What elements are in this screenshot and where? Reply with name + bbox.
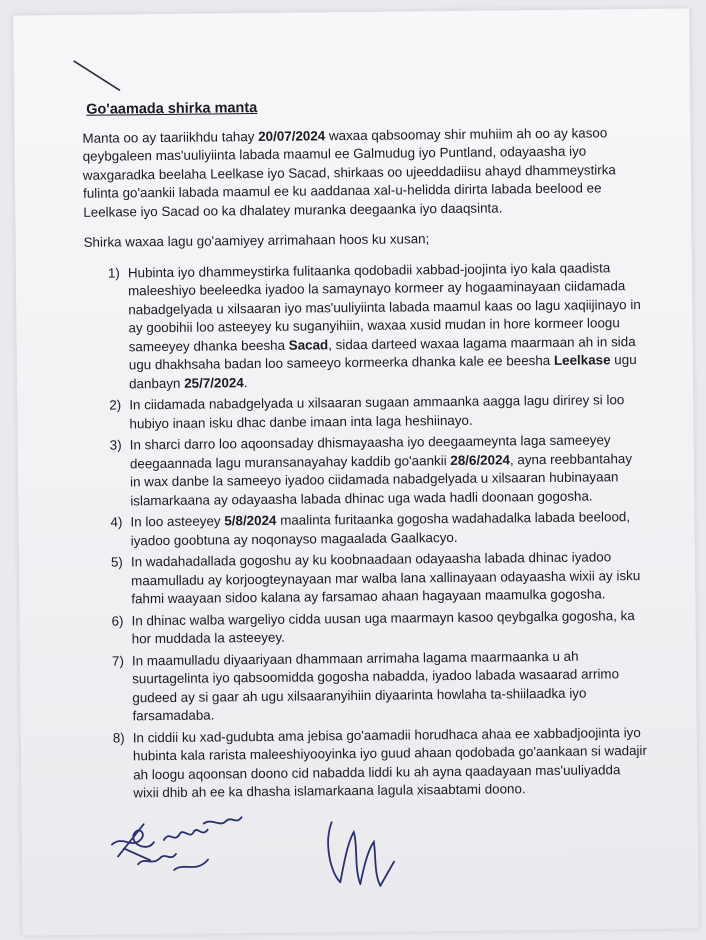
text-run: Manta oo ay taariikhdu tahay <box>82 128 259 146</box>
list-item-number: 6) <box>111 612 124 629</box>
list-item <box>110 508 646 551</box>
bold-text: Sacad <box>288 336 329 353</box>
text-run: Hubinta iyo dhammeystirka fulitaanka qodobadii xabbad-joojinta iyo kala qaadista maleeshiyo beeleedka iyadoo la samaynayo kormeer ay hogaaminayaan ciidamada nabadgelyada u xilsaaran iyo mas'uuliyiinta labada maamul kaas oo lagu xaqiijinayo in ay goobihii loo asteeyey ku suganyihiin, waxaa xusid mudan in hore kormeer loogu sameeyey dhanka beesha <box>127 259 641 354</box>
list-item <box>109 391 645 434</box>
list-item-number: 1) <box>107 264 120 281</box>
text-run: In maamulladu diyaariyaan dhammaan arrimaha lagama maarmaanka u ah suurtagelinta iyo qabsoomidda gogosha nabadda, iyadoo labada wasaarad arrimo gudeed ay si gaar ah ugu xilsaaranyihiin diyaarinta howlaha ta-shiilaadka iyo farsamadaba. <box>131 648 620 724</box>
text-run: maalinta furitaanka gogosha wadahadalka labada beelood, iyadoo goobtuna ay noqonayso magaalada Gaalkacyo. <box>130 509 631 548</box>
list-item <box>112 646 649 726</box>
list-item-number: 5) <box>110 554 123 570</box>
text-run: In ciidamada nabadgelyada u xilsaaran sugaan ammaanka aagga lagu dirirey si loo hubiyo inaan isku dhac danbe imaan inta laga heshiinayo. <box>129 392 625 431</box>
document-title: Go'aamada shirka manta <box>86 100 258 118</box>
signature-right <box>313 802 404 893</box>
bold-text: 28/6/2024 <box>450 451 511 468</box>
list-item <box>110 431 647 511</box>
list-item-number: 3) <box>109 437 122 453</box>
list-item <box>111 606 647 649</box>
list-item-number: 8) <box>112 729 125 746</box>
text-run: . <box>243 374 248 390</box>
text-run: In dhinac walba wargeliyo cidda uusan uga maarmayn kasoo qeybgalka gogosha, ka hor muddada la asteeyey. <box>131 607 635 647</box>
text-run: , ayna reebbantahay in wax danbe la sameeyo iyadoo ciidamada nabadgelyada u xilsaaran hubinayaan islamarkaana ay odayaasha labada dhinac uga wada hadli doonaan gogosha. <box>130 450 633 508</box>
list-item-text <box>131 608 634 647</box>
intro-line: Shirka waxaa lagu go'aamiyey arrimahaan hoos ku xusan; <box>83 231 430 250</box>
list-item-text <box>130 509 630 548</box>
document-body <box>82 89 649 806</box>
bold-text: Leelkase <box>553 352 611 368</box>
list-item <box>113 723 650 803</box>
pen-mark <box>72 56 132 97</box>
signature-left <box>103 803 254 885</box>
text-run: In loo asteeyey <box>130 513 225 530</box>
text-run: , sidaa darteed waxaa lagama maarmaan ah in sida ugu dhakhsaha badan loo sameeyo kormeerka dhanka kale ee beesha <box>128 333 636 373</box>
list-item <box>111 548 648 609</box>
text-run: In sharci darro loo aqoonsaday dhismayaasha iyo deegaameynta laga sameeyey deegaannada lagu muransanayahay kaddib go'aankii <box>129 432 611 471</box>
text-run: waxaa qabsoomay shir muhiim ah oo ay kasoo qeybgaleen mas'uuliyiinta labada maamul ee Galmudug iyo Puntland, odayaasha iyo waxgaradka beelaha Leelkase iyo Sacad, shirkaas oo ujeeddadiisu ahayd dhammeystirka fulinta go'aankii labada maamul ee ku aaddanaa xal-u-helidda dirirta labada beelood ee Leelkase iyo Sacad oo ka dhalatey muranka deegaanka iyo daaqsinta. <box>82 124 616 220</box>
list-item-text <box>131 549 640 606</box>
text-run: ugu danbayn <box>128 352 637 391</box>
list-item-text <box>130 432 632 508</box>
list-item-text <box>129 392 624 431</box>
opening-paragraph <box>82 123 643 221</box>
list-item-number: 4) <box>110 514 123 530</box>
list-item-text <box>132 648 619 723</box>
bold-text: 20/07/2024 <box>258 127 326 144</box>
list-item <box>108 258 645 393</box>
list-item-text <box>133 725 647 801</box>
list-item-text <box>128 260 641 391</box>
decision-list <box>84 258 650 803</box>
text-run: In wadahadallada gogoshu ay ku koobnaadaan odayaasha labada dhinac iyadoo maamulladu ay korjoogteynayaan mar walba lana xallinayaan odayaasha wixii ay isku fahmi waayaan sidoo kalana ay farsamao ahaan hagayaan maamulka gogosha. <box>130 549 641 607</box>
bold-text: 5/8/2024 <box>224 512 277 529</box>
list-item-number: 7) <box>111 652 124 669</box>
text-run: In ciddii ku xad-gudubta ama jebisa go'aamadii horudhaca ahaa ee xabbadjoojinta iyo hubinta kala rarista maleeshiyooyinka iyo guud ahaan qodobada go'aankaan si wadajir ah loogu aqoonsan doono cid nabadda liddi ku ah ayna qaadayaan mas'uuliyadda wixii dhib ah ee ka dhasha islamarkaana lagula xisaabtami doono. <box>132 724 647 801</box>
list-item-number: 2) <box>109 397 122 413</box>
bold-text: 25/7/2024 <box>184 374 244 391</box>
document-page <box>13 8 699 935</box>
